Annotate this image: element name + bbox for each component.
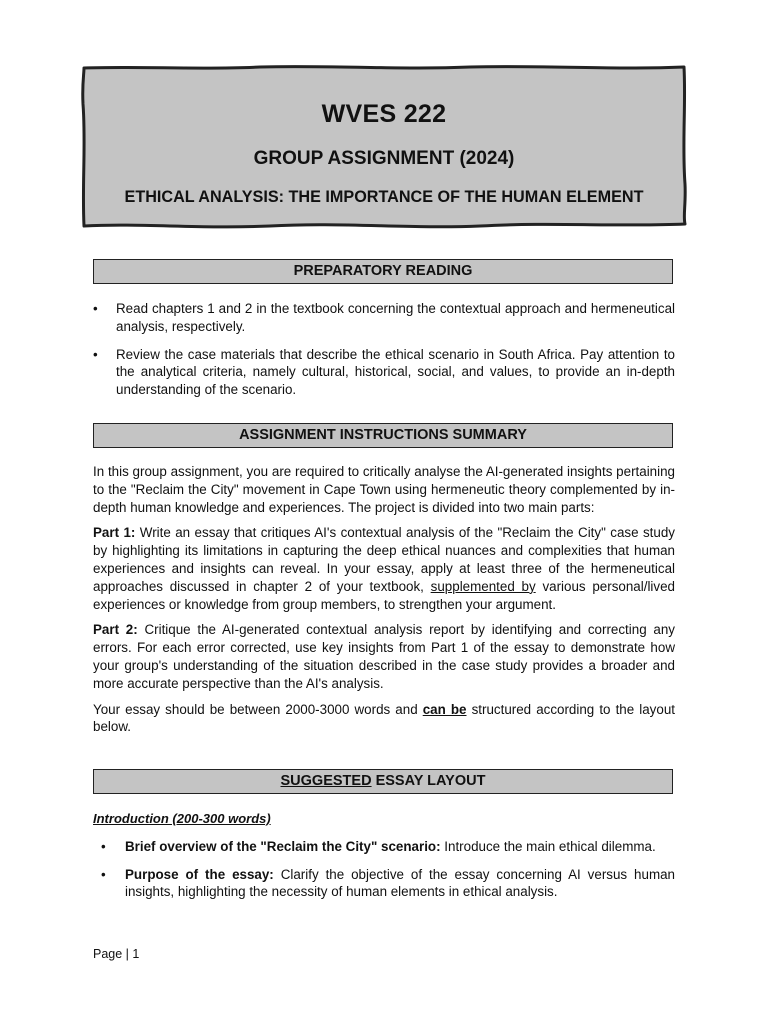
essay-layout-heading: SUGGESTED ESSAY LAYOUT	[93, 769, 673, 794]
list-item: • Read chapters 1 and 2 in the textbook concerning the contextual approach and hermeneutical analysis, respectively.	[93, 301, 675, 334]
title-banner	[80, 64, 688, 230]
part-1-paragraph: Part 1: Write an essay that critiques AI's contextual analysis of the "Reclaim the City" case study by highlighting its limitations in capturing the deep ethical nuances and complexities that human experiences and insights can reveal. In your essay, apply at least three of the hermeneutical approaches discussed in chapter 2 of your textbook, supplemented by various personal/lived experiences or knowledge from group members, to strengthen your argument.	[93, 525, 675, 612]
course-code: WVES 222	[321, 100, 447, 128]
assignment-subtitle: ETHICAL ANALYSIS: THE IMPORTANCE OF THE HUMAN ELEMENT	[124, 188, 644, 206]
instructions-intro: In this group assignment, you are required to critically analyse the AI-generated insights pertaining to the "Reclaim the City" movement in Cape Town using hermeneutic theory complemented by in-depth human knowledge and experiences. The project is divided into two main parts:	[93, 464, 675, 515]
preparatory-reading-section	[93, 300, 675, 409]
instructions-section	[93, 463, 675, 744]
assignment-title: GROUP ASSIGNMENT (2024)	[253, 148, 515, 169]
list-item: • Purpose of the essay: Clarify the objective of the essay concerning AI versus human insights, highlighting the necessity of human elements in ethical analysis.	[101, 866, 675, 900]
page-number: Page | 1	[93, 947, 140, 961]
list-item: • Review the case materials that describe the ethical scenario in South Africa. Pay attention to the analytical criteria, namely cultural, historical, social, and values, to provide an in-depth understanding of the scenario.	[93, 346, 675, 398]
instructions-heading: ASSIGNMENT INSTRUCTIONS SUMMARY	[93, 423, 673, 448]
preparatory-reading-heading: PREPARATORY READING	[93, 259, 673, 284]
list-item: • Brief overview of the "Reclaim the City" scenario: Introduce the main ethical dilemma.	[101, 838, 656, 854]
introduction-heading: Introduction (200-300 words)	[93, 811, 271, 826]
essay-layout-section	[93, 810, 675, 911]
length-paragraph: Your essay should be between 2000-3000 words and can be structured according to the layout below.	[93, 701, 675, 735]
part-2-paragraph: Part 2: Critique the AI-generated contextual analysis report by identifying and correcting any errors. For each error corrected, use key insights from Part 1 of the essay to demonstrate how your group's understanding of the situation described in the case study provides a broader and more accurate perspective than the AI's analysis.	[93, 622, 675, 691]
